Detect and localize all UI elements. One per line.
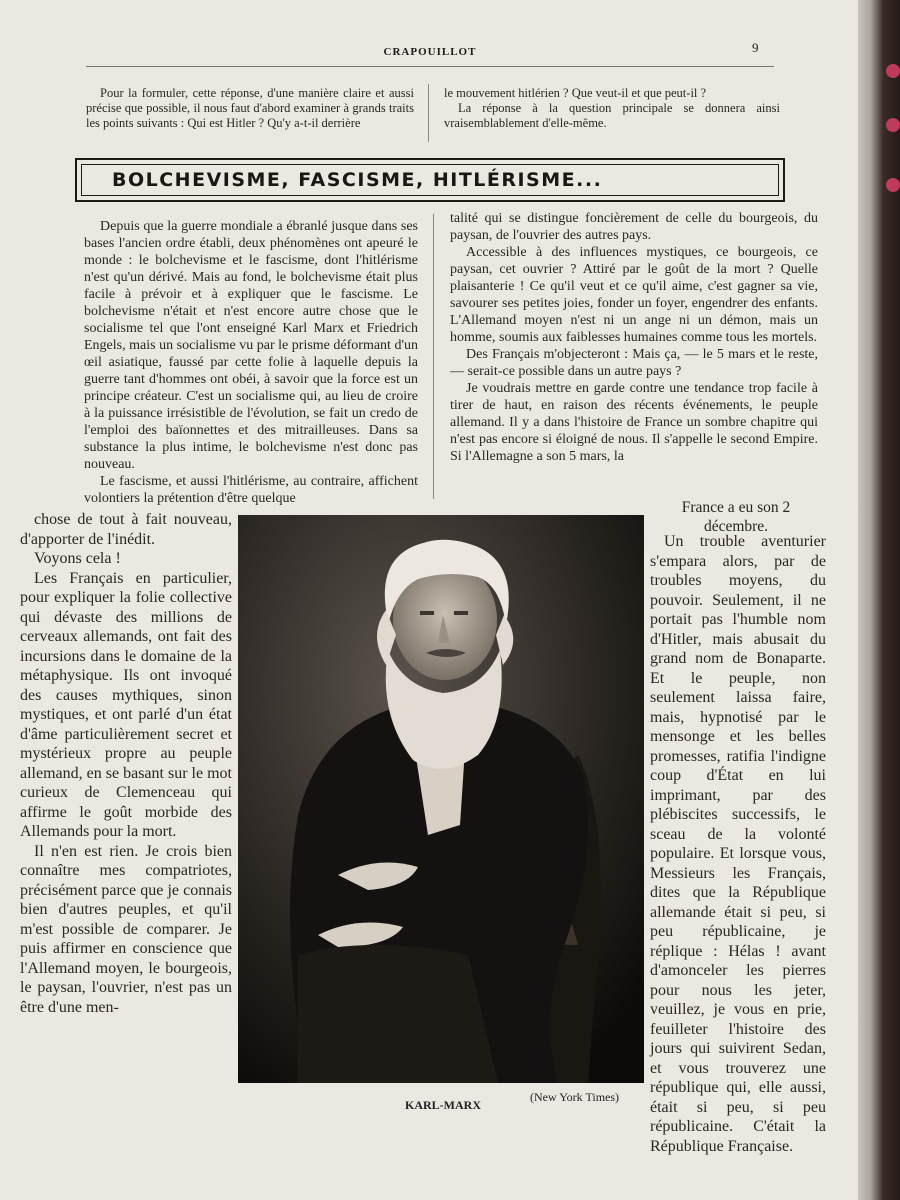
photo-caption: KARL-MARX [405, 1098, 481, 1112]
col2-paragraph-1: talité qui se distingue foncièrement de celle du bourgeois, du paysan, de l'ouvrier des autres pays. [450, 211, 818, 243]
left-paragraph-4: Il n'en est rien. Je crois bien connaître mes compatriotes, précisément parce que je connais bien d'autres peuples, et qu'il m'est possible de comparer. Je puis affirmer en conscience que l'Allemand moyen, le bourgeois, le paysan, l'ouvrier, n'est pas un être d'une men- [20, 842, 232, 1016]
running-title: CRAPOUILLOT [383, 46, 477, 58]
col2-paragraph-2: Accessible à des influences mystiques, ce bourgeois, ce paysan, cet ouvrier ? Attiré par le goût de la mort ? Quelle plaisanterie ! Ce qu'il veut et ce qu'il aime, c'est gagner sa vie, savourer ses petites joies, fonder un foyer, engendrer des enfants. L'Allemand moyen n'est ni un ange ni un démon, mais un homme, soumis aux faiblesses humaines comme tous les mortels. [450, 245, 818, 345]
right-paragraph-1: Un trouble aventurier s'empara alors, par de troubles moyens, du pouvoir. Seulement, il ne portait pas l'humble nom d'Hitler, mais abusait du grand nom de Bonaparte. Et le peuple, non seulement laissa faire, mais, hypnotisé par le mensonge et les belles promesses, ratifia l'indigne coup d'État en lui imprimant, par des plébiscites successifs, le sceau de la volonté populaire. Et lorsque vous, Messieurs les Français, dites que la République allemande était si peu, si peu républicaine, je réplique : Hélas ! avant d'amonceler les pierres pour nous les jeter, veuillez, je vous en prie, feuilleter l'histoire des jours qui suivirent Sedan, et vous trouverez une république qui, elle aussi, était si peu, si peu républicaine. C'était la République Française. [650, 533, 826, 1155]
intro-left-paragraph: Pour la formuler, cette réponse, d'une manière claire et aussi précise que possible, il nous faut d'abord examiner à grands traits les points suivants : Qui est Hitler ? Qu'y a-t-il derrière [86, 86, 414, 130]
intro-left-column [86, 86, 414, 131]
article-title: BOLCHEVISME, FASCISME, HITLÉRISME... [81, 164, 779, 196]
column-divider [433, 214, 434, 499]
col2-continuation [648, 498, 824, 536]
intro-column-divider [428, 84, 429, 142]
col1-paragraph-2: Le fascisme, et aussi l'hitlérisme, au contraire, affichent volontiers la prétention d'être quelque [84, 474, 418, 506]
left-paragraph-3: Les Français en particulier, pour expliquer la folie collective qui dévaste des millions de cerveaux allemands, ont fait des incursions dans le domaine de la métaphysique. Ils ont invoqué des causes mythiques, sinon mystiques, et ont parlé d'un état d'âme particulièrement secret et mystérieux propre au peuple allemand, en se basant sur le mot curieux de Clemenceau qui affirme le goût morbide des Allemands pour la mort. [20, 569, 232, 840]
background-flower [886, 64, 900, 78]
karl-marx-portrait [238, 515, 644, 1083]
col2-paragraph-4: Je voudrais mettre en garde contre une tendance trop facile à tirer de haut, en raison des récents événements, le peuple allemand. Il y a dans l'histoire de France un sombre chapitre qui n'est pas encore si éloigné de nous. Il s'appelle le second Empire. Si l'Allemagne a son 5 mars, la [450, 381, 818, 464]
article-column-1 [84, 218, 418, 507]
page-edge-background [858, 0, 900, 1200]
background-flower [886, 178, 900, 192]
intro-right-column [444, 86, 780, 131]
article-left-column [20, 510, 232, 1017]
left-paragraph-1: chose de tout à fait nouveau, d'apporter de l'inédit. [20, 511, 232, 548]
col2-continuation-text: France a eu son 2 décembre. [681, 499, 791, 535]
col2-paragraph-3: Des Français m'objecteront : Mais ça, — le 5 mars et le reste, — serait-ce possible dans un autre pays ? [450, 347, 818, 379]
article-right-column [650, 532, 826, 1156]
left-paragraph-2: Voyons cela ! [34, 550, 121, 567]
intro-right-paragraph-1: le mouvement hitlérien ? Que veut-il et que peut-il ? [444, 86, 707, 100]
intro-right-paragraph-2: La réponse à la question principale se donnera ainsi vraisemblablement d'elle-même. [444, 101, 780, 130]
col1-paragraph-1: Depuis que la guerre mondiale a ébranlé jusque dans ses bases l'ancien ordre établi, deux phénomènes ont apeuré le monde : le bolchevisme et le fascisme, dont l'hitlérisme n'est qu'un dérivé. Mais au fond, le bolchevisme était plus facile à prévoir et à expliquer que le fascisme. Le bolchevisme n'était et n'est encore autre chose que le socialisme tel que l'ont enseigné Karl Marx et Friedrich Engels, mais un socialisme vu par le prisme déformant d'un œil asiatique, faussé par cette folie à laquelle depuis la guerre tant d'hommes ont obéi, à savoir que la force est un principe créateur. C'est un socialisme qui, au lieu de croire à la puissance irrésistible de l'évolution, se fait un credo de l'emploi des baïonnettes et des mitrailleuses. Dans sa substance la plus intime, le bolchevisme n'est donc pas nouveau. [84, 219, 418, 472]
photo-credit: (New York Times) [530, 1090, 620, 1104]
header-rule [86, 66, 774, 67]
article-title-box [75, 158, 785, 202]
background-flower [886, 118, 900, 132]
page-number: 9 [752, 40, 759, 55]
portrait-drawing [238, 515, 644, 1083]
article-column-2 [450, 210, 818, 465]
